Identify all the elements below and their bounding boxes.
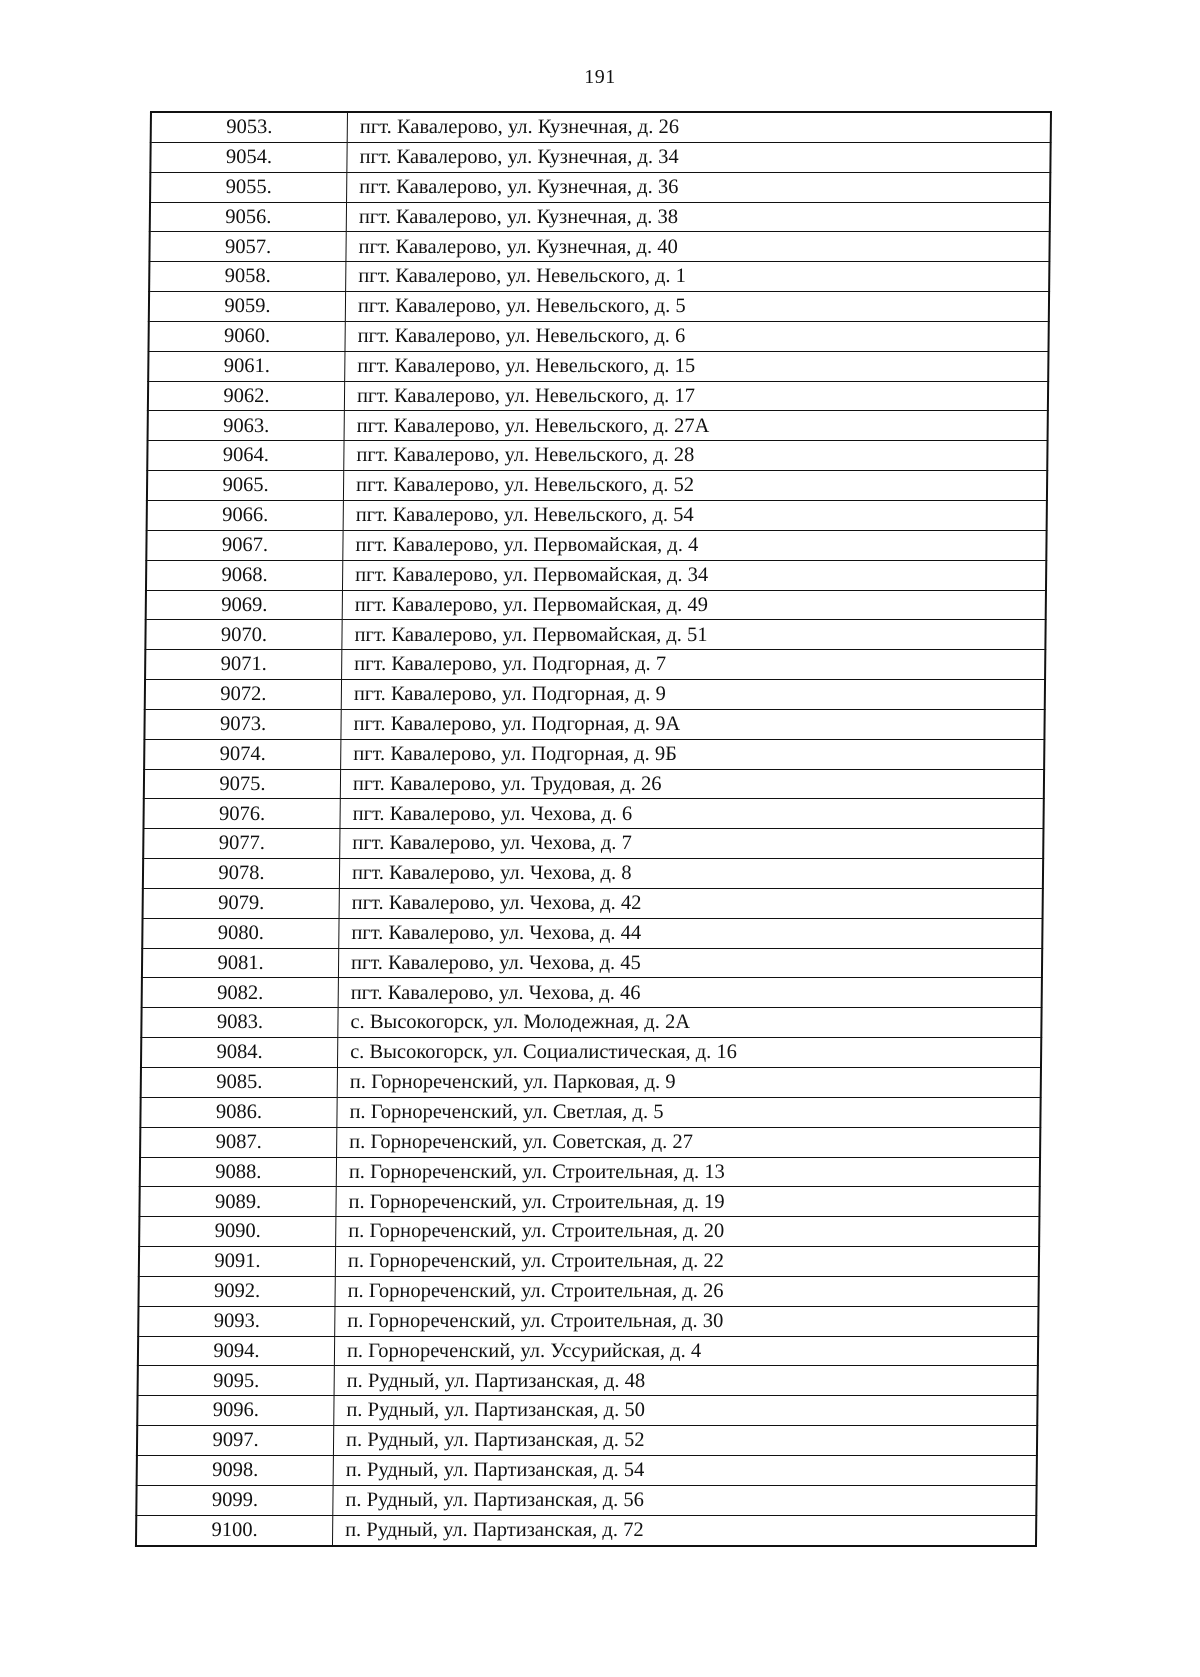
row-number-cell: 9066. <box>147 500 344 530</box>
table-row <box>139 1187 1039 1217</box>
row-number-cell: 9084. <box>141 1038 338 1068</box>
row-number-cell: 9076. <box>143 799 340 829</box>
address-cell: пгт. Кавалерово, ул. Чехова, д. 8 <box>339 859 1043 889</box>
address-cell: пгт. Кавалерово, ул. Невельского, д. 28 <box>344 441 1048 471</box>
address-cell: пгт. Кавалерово, ул. Трудовая, д. 26 <box>340 769 1044 799</box>
address-cell: пгт. Кавалерово, ул. Чехова, д. 42 <box>339 888 1043 918</box>
table-row <box>145 680 1045 710</box>
table-row <box>151 112 1051 142</box>
row-number-cell: 9072. <box>145 680 342 710</box>
table-row <box>143 829 1043 859</box>
row-number-cell: 9075. <box>144 769 341 799</box>
row-number-cell: 9068. <box>146 560 343 590</box>
row-number-cell: 9086. <box>140 1097 337 1127</box>
table-row <box>148 411 1048 441</box>
table-row <box>146 590 1046 620</box>
table-row <box>144 769 1044 799</box>
table-row <box>142 918 1042 948</box>
row-number-cell: 9079. <box>143 888 340 918</box>
address-cell: п. Рудный, ул. Партизанская, д. 50 <box>334 1396 1038 1426</box>
row-number-cell: 9082. <box>142 978 339 1008</box>
row-number-cell: 9080. <box>142 918 339 948</box>
address-cell: п. Горнореченский, ул. Строительная, д. 30 <box>335 1306 1039 1336</box>
row-number-cell: 9071. <box>145 650 342 680</box>
table-row <box>142 978 1042 1008</box>
row-number-cell: 9096. <box>137 1396 334 1426</box>
address-cell: п. Горнореченский, ул. Уссурийская, д. 4 <box>334 1336 1038 1366</box>
row-number-cell: 9073. <box>144 709 341 739</box>
row-number-cell: 9077. <box>143 829 340 859</box>
address-cell: пгт. Кавалерово, ул. Чехова, д. 6 <box>340 799 1044 829</box>
row-number-cell: 9059. <box>149 292 346 322</box>
row-number-cell: 9085. <box>141 1068 338 1098</box>
row-number-cell: 9099. <box>136 1485 333 1515</box>
table-row <box>138 1306 1038 1336</box>
address-cell: пгт. Кавалерово, ул. Кузнечная, д. 34 <box>347 142 1051 172</box>
row-number-cell: 9088. <box>140 1157 337 1187</box>
table-row <box>137 1426 1037 1456</box>
address-cell: пгт. Кавалерово, ул. Первомайская, д. 4 <box>343 530 1047 560</box>
table-row <box>145 650 1045 680</box>
address-cell: п. Рудный, ул. Партизанская, д. 48 <box>334 1366 1038 1396</box>
row-number-cell: 9063. <box>148 411 345 441</box>
address-cell: п. Горнореченский, ул. Парковая, д. 9 <box>337 1068 1041 1098</box>
address-table-body <box>136 112 1051 1546</box>
address-cell: пгт. Кавалерово, ул. Чехова, д. 44 <box>339 918 1043 948</box>
table-row <box>140 1097 1040 1127</box>
table-row <box>140 1127 1040 1157</box>
table-row <box>139 1247 1039 1277</box>
row-number-cell: 9100. <box>136 1515 333 1545</box>
row-number-cell: 9089. <box>139 1187 336 1217</box>
row-number-cell: 9062. <box>148 381 345 411</box>
table-row <box>143 888 1043 918</box>
address-cell: пгт. Кавалерово, ул. Невельского, д. 54 <box>343 500 1047 530</box>
address-cell: пгт. Кавалерово, ул. Подгорная, д. 7 <box>342 650 1046 680</box>
table-row <box>149 232 1049 262</box>
table-row <box>143 859 1043 889</box>
table-row <box>150 142 1050 172</box>
row-number-cell: 9092. <box>138 1276 335 1306</box>
row-number-cell: 9074. <box>144 739 341 769</box>
table-row <box>142 948 1042 978</box>
address-cell: пгт. Кавалерово, ул. Чехова, д. 7 <box>340 829 1044 859</box>
table-row <box>150 172 1050 202</box>
row-number-cell: 9095. <box>138 1366 335 1396</box>
table-row <box>141 1068 1041 1098</box>
table-row <box>136 1515 1036 1545</box>
table-row <box>146 530 1046 560</box>
address-cell: п. Рудный, ул. Партизанская, д. 72 <box>332 1515 1036 1545</box>
row-number-cell: 9070. <box>145 620 342 650</box>
address-cell: п. Горнореченский, ул. Строительная, д. 13 <box>336 1157 1040 1187</box>
table-row <box>137 1396 1037 1426</box>
page-number: 191 <box>584 66 616 88</box>
address-cell: п. Горнореченский, ул. Строительная, д. 22 <box>335 1247 1039 1277</box>
table-row <box>149 262 1049 292</box>
row-number-cell: 9056. <box>150 202 347 232</box>
row-number-cell: 9054. <box>150 142 347 172</box>
row-number-cell: 9098. <box>137 1455 334 1485</box>
table-row <box>148 381 1048 411</box>
address-cell: пгт. Кавалерово, ул. Первомайская, д. 49 <box>342 590 1046 620</box>
table-row <box>145 620 1045 650</box>
address-cell: пгт. Кавалерово, ул. Подгорная, д. 9 <box>341 680 1045 710</box>
address-cell: пгт. Кавалерово, ул. Невельского, д. 27А <box>344 411 1048 441</box>
table-row <box>150 202 1050 232</box>
table-row <box>139 1217 1039 1247</box>
table-row <box>140 1157 1040 1187</box>
table-row <box>147 471 1047 501</box>
address-cell: пгт. Кавалерово, ул. Невельского, д. 15 <box>345 351 1049 381</box>
row-number-cell: 9067. <box>146 530 343 560</box>
table-row <box>137 1455 1037 1485</box>
address-cell: пгт. Кавалерово, ул. Чехова, д. 46 <box>338 978 1042 1008</box>
address-cell: п. Рудный, ул. Партизанская, д. 52 <box>333 1426 1037 1456</box>
address-cell: с. Высокогорск, ул. Молодежная, д. 2А <box>338 1008 1042 1038</box>
row-number-cell: 9090. <box>139 1217 336 1247</box>
row-number-cell: 9093. <box>138 1306 335 1336</box>
table-row <box>144 739 1044 769</box>
row-number-cell: 9060. <box>148 321 345 351</box>
row-number-cell: 9081. <box>142 948 339 978</box>
address-cell: пгт. Кавалерово, ул. Невельского, д. 1 <box>346 262 1050 292</box>
address-cell: пгт. Кавалерово, ул. Подгорная, д. 9А <box>341 709 1045 739</box>
table-row <box>147 441 1047 471</box>
table-row <box>147 500 1047 530</box>
address-cell: п. Горнореченский, ул. Строительная, д. 19 <box>336 1187 1040 1217</box>
table-row <box>141 1038 1041 1068</box>
table-row <box>138 1276 1038 1306</box>
row-number-cell: 9083. <box>141 1008 338 1038</box>
address-cell: пгт. Кавалерово, ул. Невельского, д. 17 <box>344 381 1048 411</box>
address-cell: пгт. Кавалерово, ул. Кузнечная, д. 40 <box>346 232 1050 262</box>
table-row <box>146 560 1046 590</box>
table-row <box>149 292 1049 322</box>
address-cell: пгт. Кавалерово, ул. Кузнечная, д. 26 <box>347 112 1051 142</box>
row-number-cell: 9091. <box>139 1247 336 1277</box>
address-cell: пгт. Кавалерово, ул. Невельского, д. 5 <box>345 292 1049 322</box>
address-cell: с. Высокогорск, ул. Социалистическая, д. 16 <box>337 1038 1041 1068</box>
address-cell: пгт. Кавалерово, ул. Первомайская, д. 51 <box>342 620 1046 650</box>
table-row <box>143 799 1043 829</box>
row-number-cell: 9097. <box>137 1426 334 1456</box>
address-cell: пгт. Кавалерово, ул. Кузнечная, д. 38 <box>346 202 1050 232</box>
row-number-cell: 9069. <box>146 590 343 620</box>
address-cell: п. Рудный, ул. Партизанская, д. 54 <box>333 1455 1037 1485</box>
table-row <box>144 709 1044 739</box>
row-number-cell: 9055. <box>150 172 347 202</box>
row-number-cell: 9064. <box>147 441 344 471</box>
row-number-cell: 9087. <box>140 1127 337 1157</box>
address-cell: п. Горнореченский, ул. Советская, д. 27 <box>337 1127 1041 1157</box>
table-row <box>138 1366 1038 1396</box>
row-number-cell: 9053. <box>151 112 348 142</box>
address-table <box>135 111 1052 1547</box>
address-cell: пгт. Кавалерово, ул. Невельского, д. 52 <box>343 471 1047 501</box>
row-number-cell: 9078. <box>143 859 340 889</box>
row-number-cell: 9094. <box>138 1336 335 1366</box>
table-row <box>148 351 1048 381</box>
address-cell: пгт. Кавалерово, ул. Невельского, д. 6 <box>345 321 1049 351</box>
address-cell: п. Горнореченский, ул. Светлая, д. 5 <box>337 1097 1041 1127</box>
row-number-cell: 9057. <box>149 232 346 262</box>
table-row <box>141 1008 1041 1038</box>
address-cell: пгт. Кавалерово, ул. Кузнечная, д. 36 <box>347 172 1051 202</box>
address-cell: пгт. Кавалерово, ул. Первомайская, д. 34 <box>342 560 1046 590</box>
address-cell: п. Рудный, ул. Партизанская, д. 56 <box>333 1485 1037 1515</box>
address-cell: п. Горнореченский, ул. Строительная, д. 26 <box>335 1276 1039 1306</box>
address-cell: пгт. Кавалерово, ул. Чехова, д. 45 <box>338 948 1042 978</box>
row-number-cell: 9058. <box>149 262 346 292</box>
address-cell: пгт. Кавалерово, ул. Подгорная, д. 9Б <box>341 739 1045 769</box>
address-cell: п. Горнореченский, ул. Строительная, д. 20 <box>336 1217 1040 1247</box>
row-number-cell: 9065. <box>147 471 344 501</box>
table-row <box>148 321 1048 351</box>
address-register <box>135 111 1052 1547</box>
row-number-cell: 9061. <box>148 351 345 381</box>
table-row <box>138 1336 1038 1366</box>
table-row <box>136 1485 1036 1515</box>
